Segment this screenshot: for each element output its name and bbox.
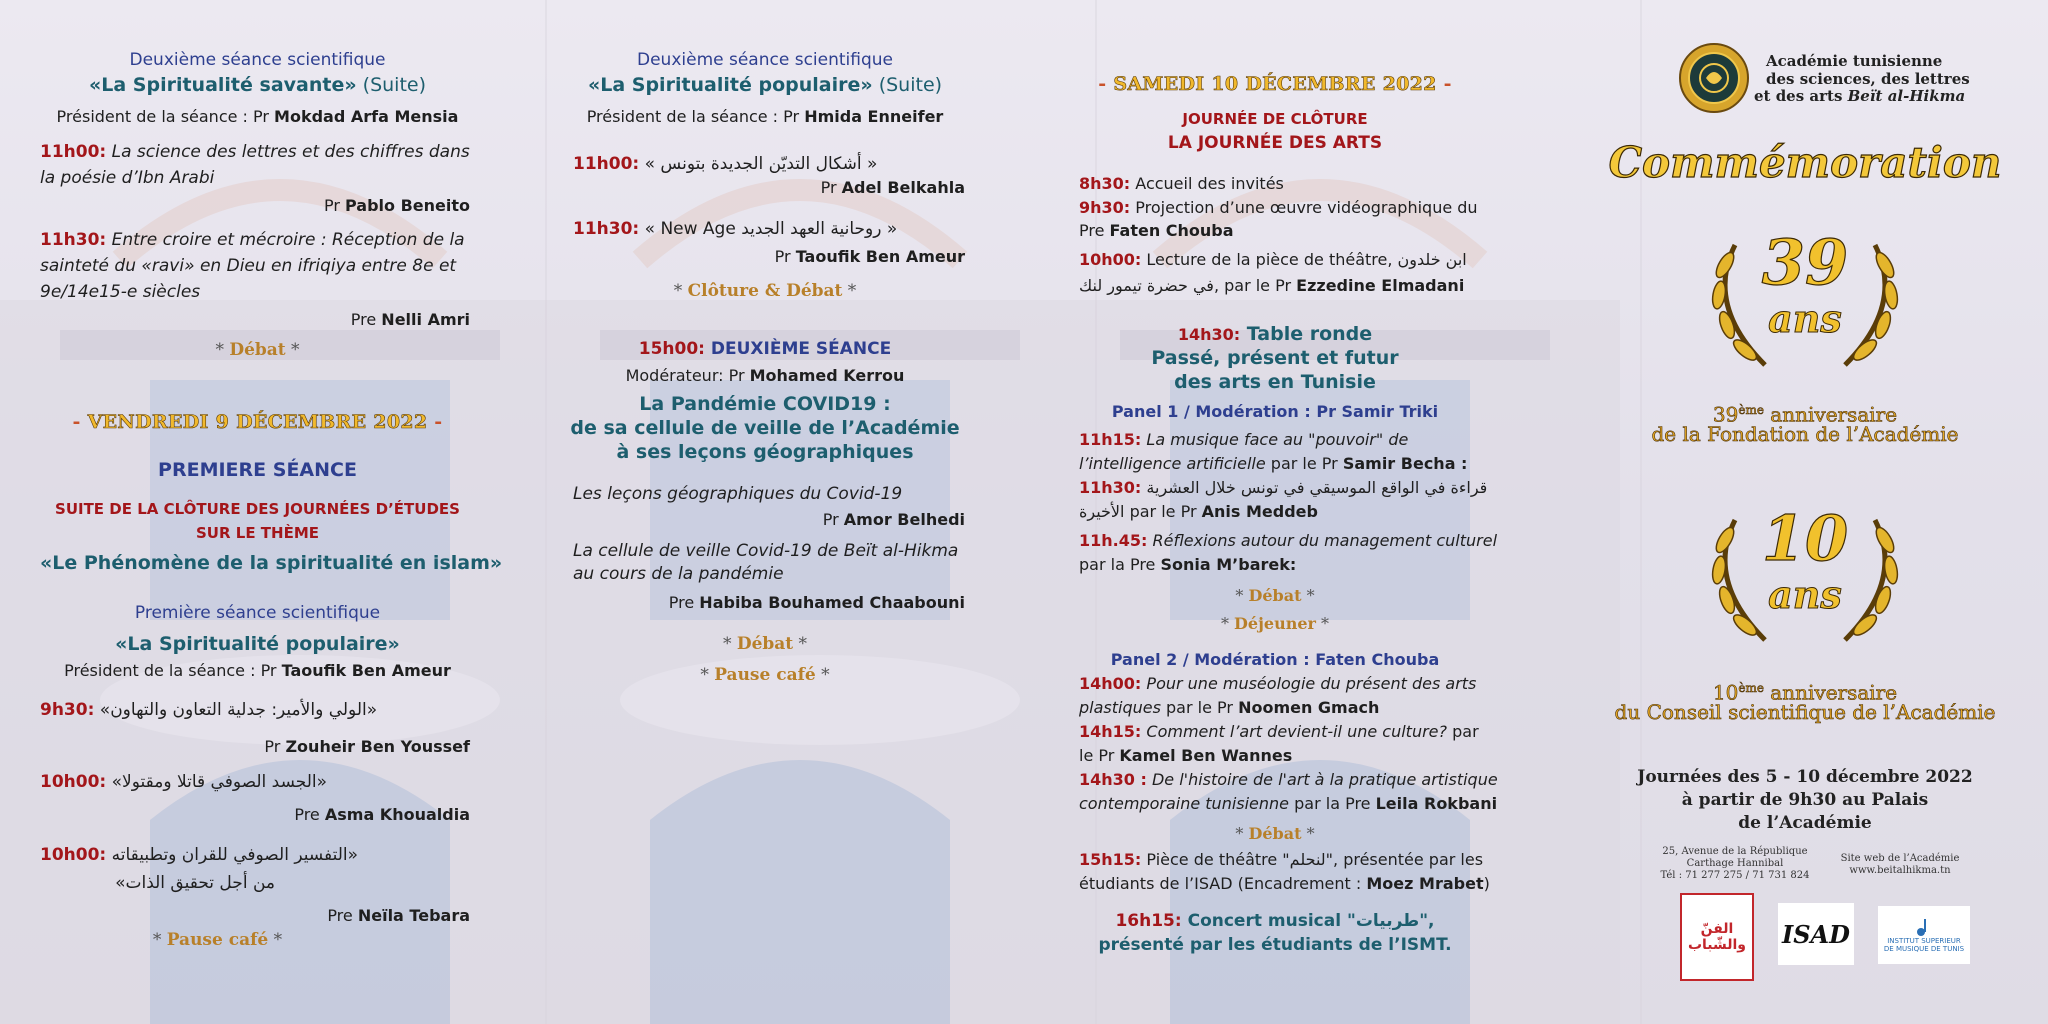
item-time: 14h30 : xyxy=(1079,770,1147,789)
speaker-name: Pablo Beneito xyxy=(344,196,470,215)
speaker-title: Pre xyxy=(350,310,382,329)
logo-text: DE MUSIQUE DE TUNIS xyxy=(1883,945,1965,953)
speaker-name: Samir Becha : xyxy=(1342,454,1468,473)
speaker-name: Sonia M’barek: xyxy=(1160,555,1297,574)
program-item xyxy=(1079,174,1284,193)
president-name: Mokdad Arfa Mensia xyxy=(274,107,459,126)
anniversary-line: du Conseil scientifique de l’Académie xyxy=(1614,700,1996,724)
item-text: Accueil des invités xyxy=(1130,174,1284,193)
debat-line: * Débat * xyxy=(1235,586,1315,605)
program-item xyxy=(1079,531,1497,550)
day-banner: - SAMEDI 10 DÉCEMBRE 2022 - xyxy=(1098,73,1452,95)
pause-line: * Pause café * xyxy=(152,930,283,950)
closing-heading: JOURNÉE DE CLÔTURE xyxy=(1182,110,1368,128)
address-line: 25, Avenue de la République xyxy=(1662,846,1808,857)
round-table-title: Passé, présent et futur xyxy=(1151,347,1399,369)
debat-label: Débat xyxy=(1248,586,1302,605)
speaker xyxy=(565,178,965,197)
years-label: ans xyxy=(1768,296,1842,341)
president-label: Président de la séance : Pr xyxy=(56,107,275,126)
president-name: Hmida Enneifer xyxy=(804,107,944,126)
years-label: ans xyxy=(1768,572,1842,617)
talk-text-arabic-cont: من أجل تحقيق الذات» xyxy=(115,873,275,893)
logo-text: الفنّ والشّباب xyxy=(1687,921,1747,953)
talk-text: La science des lettres et des chiffres dans xyxy=(106,142,470,162)
partner-logo-isad xyxy=(1778,903,1854,965)
talk-text: Entre croire et mécroire : Réception de la xyxy=(106,230,465,250)
concert-line xyxy=(1075,911,1475,931)
speaker xyxy=(40,310,470,329)
program-item-speaker xyxy=(1079,276,1464,295)
speaker-name: Adel Belkahla xyxy=(841,178,965,197)
talk-title xyxy=(573,219,897,239)
speaker-title: Pre xyxy=(294,805,325,824)
program-item-cont: contemporaine tunisienne par la Pre Leila Rokbani xyxy=(1079,794,1498,813)
speaker-name: Amor Belhedi xyxy=(843,510,965,529)
cloture-label: Clôture & Débat xyxy=(687,281,843,301)
session-heading: Deuxième séance scientifique xyxy=(637,50,893,70)
moderator xyxy=(565,366,965,385)
talk-title-cont: sainteté du «ravi» en Dieu en ifriqiya entre 8e et xyxy=(40,256,457,276)
talk-title xyxy=(40,230,465,250)
session-title: «La Spiritualité populaire» xyxy=(115,633,400,655)
lecture-title: La cellule de veille Covid-19 de Beït al-Hikma xyxy=(573,541,959,561)
program-item xyxy=(1079,430,1408,449)
speaker-name: Noomen Gmach xyxy=(1238,698,1380,717)
debat-label: Débat xyxy=(1248,824,1302,843)
program-item xyxy=(1079,198,1478,217)
cloture-line: * Clôture & Débat * xyxy=(673,281,857,301)
session-title-line xyxy=(565,74,965,96)
covid-title: La Pandémie COVID19 : xyxy=(639,393,891,415)
item-time: 15h15: xyxy=(1079,850,1142,869)
concert-subtitle: présenté par les étudiants de l’ISMT. xyxy=(1098,935,1452,955)
partner-logo-arts-youth xyxy=(1680,893,1754,981)
address-block xyxy=(1655,846,1815,882)
program-item xyxy=(1079,850,1483,869)
speaker-title: Pr xyxy=(820,178,842,197)
item-time: 14h15: xyxy=(1079,722,1142,741)
item-text-arabic: قراءة في الواقع الموسيقي في تونس خلال العشرية xyxy=(1146,478,1488,497)
talk-title xyxy=(40,772,327,792)
talk-time: 11h00: xyxy=(573,154,640,174)
talk-title xyxy=(573,154,877,174)
speaker-title: Pr xyxy=(323,196,345,215)
phone-line: Tél : 71 277 275 / 71 731 824 xyxy=(1660,870,1810,881)
talk-time: 10h00: xyxy=(40,772,107,792)
years-number: 39 xyxy=(1761,226,1849,299)
session-title: DEUXIÈME SÉANCE xyxy=(704,339,892,359)
talk-time: 11h30: xyxy=(40,230,107,250)
covid-title: de sa cellule de veille de l’Académie xyxy=(570,417,960,439)
round-table-title: des arts en Tunisie xyxy=(1174,371,1376,393)
round-table-title: Table ronde xyxy=(1240,323,1373,345)
session-heading: Deuxième séance scientifique xyxy=(129,50,386,70)
covid-title: à ses leçons géographiques xyxy=(616,441,914,463)
item-time: 9h30: xyxy=(1079,198,1131,217)
pause-line: * Pause café * xyxy=(700,665,830,685)
program-item: 14h15: Comment l’art devient-il une culture? par xyxy=(1079,722,1479,741)
speaker-title: Pre xyxy=(327,906,358,925)
item-text: Projection d’une œuvre vidéographique du xyxy=(1130,198,1478,217)
speaker-name: Habiba Bouhamed Chaabouni xyxy=(699,593,965,612)
column-2 xyxy=(565,0,965,1024)
talk-text-arabic: «التفسير الصوفي للقران وتطبيقاته xyxy=(111,845,359,865)
speaker-name: Nelli Amri xyxy=(381,310,470,329)
day-banner-text: VENDREDI 9 DÉCEMBRE 2022 xyxy=(87,411,428,433)
partner-logo-ismt xyxy=(1878,906,1970,964)
speaker xyxy=(40,196,470,215)
concert-title: Concert musical "طربيات", xyxy=(1181,911,1435,931)
speaker xyxy=(565,593,965,612)
speaker-name: Leila Rokbani xyxy=(1375,794,1498,813)
anniversary-line: de la Fondation de l’Académie xyxy=(1651,422,1959,446)
academy-name-line: Académie tunisienne xyxy=(1766,52,1943,70)
dates-line: Journées des 5 - 10 décembre 2022 xyxy=(1637,767,1973,787)
debat-line: * Débat * xyxy=(215,340,300,360)
item-time: 10h00: xyxy=(1079,250,1142,269)
program-item xyxy=(1079,770,1498,789)
speaker-title: Pr xyxy=(774,247,796,266)
program-item-cont: l’intelligence artificielle par le Pr Samir Becha : xyxy=(1079,454,1468,473)
item-text: Pièce de théâtre "لنحلم", présentée par les xyxy=(1141,850,1484,869)
column-4 xyxy=(1600,0,2048,1024)
panel-heading: Panel 2 / Modération : Faten Chouba xyxy=(1110,650,1440,669)
anniversary-line: 10ème anniversaire xyxy=(1712,680,1898,705)
session-president xyxy=(565,107,965,126)
anniversary-line: 39ème anniversaire xyxy=(1712,402,1898,427)
talk-text-arabic: «الجسد الصوفي قاتلا ومقتولا» xyxy=(111,772,328,792)
talk-time: 11h30: xyxy=(573,219,640,239)
program-item-cont: الأخيرة par le Pr Anis Meddeb xyxy=(1079,502,1318,521)
dates-line: à partir de 9h30 au Palais xyxy=(1681,790,1929,810)
years-number: 10 xyxy=(1761,502,1849,575)
website-block xyxy=(1825,853,1975,877)
program-item-cont: étudiants de l’ISAD (Encadrement : Moez Mrabet) xyxy=(1079,874,1490,893)
program-item-cont: plastiques par le Pr Noomen Gmach xyxy=(1079,698,1380,717)
music-note-icon xyxy=(1914,917,1934,937)
session-suite: (Suite) xyxy=(872,74,943,96)
president-name: Taoufik Ben Ameur xyxy=(281,661,451,680)
president-label: Président de la séance : Pr xyxy=(64,661,282,680)
speaker-name: Taoufik Ben Ameur xyxy=(795,247,965,266)
president-label: Président de la séance : Pr xyxy=(586,107,805,126)
item-text: Pour une muséologie du présent des arts xyxy=(1141,674,1477,693)
day-banner: - VENDREDI 9 DÉCEMBRE 2022 - xyxy=(72,411,443,433)
item-time: 11h15: xyxy=(1079,430,1142,449)
speaker-name: Kamel Ben Wannes xyxy=(1119,746,1293,765)
moderator-name: Mohamed Kerrou xyxy=(749,366,905,385)
talk-title-cont: 9e/14e15-e siècles xyxy=(40,282,201,302)
academy-name-line: des sciences, des lettres xyxy=(1766,70,1970,88)
session-suite: (Suite) xyxy=(356,74,427,96)
session-president xyxy=(40,107,475,126)
lecture-title-cont: au cours de la pandémie xyxy=(573,564,784,584)
column-3 xyxy=(1075,0,1498,1024)
panel-heading: Panel 1 / Modération : Pr Samir Triki xyxy=(1111,402,1439,421)
speaker xyxy=(40,906,470,925)
speaker-name: Zouheir Ben Youssef xyxy=(285,737,470,756)
logo-text: ISAD xyxy=(1782,919,1850,949)
speaker-name: Anis Meddeb xyxy=(1201,502,1318,521)
item-time: 14h00: xyxy=(1079,674,1142,693)
first-session-title: PREMIERE SÉANCE xyxy=(158,459,357,481)
session-title: «La Spiritualité populaire» xyxy=(587,74,873,96)
suite-line: SUITE DE LA CLÔTURE DES JOURNÉES D’ÉTUDES xyxy=(55,500,460,518)
speaker-title: Pr xyxy=(822,510,844,529)
talk-time: 10h00: xyxy=(40,845,107,865)
round-table-time: 14h30: xyxy=(1177,325,1241,344)
commemoration-title: Commémoration xyxy=(1608,138,2002,187)
theme-title: «Le Phénomène de la spiritualité en islam» xyxy=(40,552,503,574)
speaker-title: Pre xyxy=(668,593,700,612)
round-table xyxy=(1075,323,1475,345)
item-text: Réflexions autour du management culturel xyxy=(1147,531,1498,550)
day-banner-text: SAMEDI 10 DÉCEMBRE 2022 xyxy=(1113,73,1437,95)
talk-title xyxy=(40,142,470,162)
speaker-title: Pre xyxy=(1079,221,1110,240)
second-session xyxy=(565,339,965,359)
item-text: l’intelligence artificielle xyxy=(1079,454,1266,473)
item-text-arabic: الأخيرة xyxy=(1079,502,1125,521)
website-url[interactable]: www.beitalhikma.tn xyxy=(1849,865,1951,876)
pause-label: Pause café xyxy=(714,665,816,685)
session-title: «La Spiritualité savante» xyxy=(88,74,357,96)
item-text: Comment l’art devient-il une culture? xyxy=(1141,722,1448,741)
item-text: La musique face au "pouvoir" de xyxy=(1141,430,1409,449)
speaker-title: Pr xyxy=(264,737,286,756)
speaker-name: Moez Mrabet xyxy=(1366,874,1484,893)
item-time: 8h30: xyxy=(1079,174,1131,193)
program-item-cont: par la Pre Sonia M’barek: xyxy=(1079,555,1297,574)
speaker-name: Ezzedine Elmadani xyxy=(1296,276,1465,295)
talk-time: 11h00: xyxy=(40,142,107,162)
talk-time: 9h30: xyxy=(40,700,95,720)
session-time: 15h00: xyxy=(638,339,705,359)
suite-line: SUR LE THÈME xyxy=(196,524,319,542)
debat-line: * Débat * xyxy=(722,634,808,654)
dates-line: de l’Académie xyxy=(1738,813,1872,833)
program-item xyxy=(1079,674,1476,693)
concert-time: 16h15: xyxy=(1115,911,1182,931)
talk-title xyxy=(40,845,358,865)
column-1 xyxy=(40,0,503,1024)
debat-line: * Débat * xyxy=(1235,824,1315,843)
debat-label: Débat xyxy=(736,634,794,654)
talk-text-arabic: «الولي والأمير: جدلية التعاون والتهاون» xyxy=(99,700,378,720)
item-time: 11h30: xyxy=(1079,478,1142,497)
academy-emblem-icon xyxy=(1678,42,1750,114)
speaker xyxy=(40,737,470,756)
logo-text: INSTITUT SUPERIEUR xyxy=(1887,937,1961,945)
address-line: Carthage Hannibal xyxy=(1686,858,1784,869)
debat-label: Débat xyxy=(229,340,286,360)
lunch-label: Déjeuner xyxy=(1234,614,1316,633)
speaker-name: Neïla Tebara xyxy=(357,906,470,925)
program-item-cont: le Pr Kamel Ben Wannes xyxy=(1079,746,1293,765)
speaker-name: Faten Chouba xyxy=(1109,221,1234,240)
item-time: 11h.45: xyxy=(1079,531,1148,550)
closing-heading: LA JOURNÉE DES ARTS xyxy=(1167,133,1383,153)
moderator-label: Modérateur: Pr xyxy=(625,366,750,385)
program-item-speaker xyxy=(1079,221,1234,240)
item-text: De l'histoire de l'art à la pratique artistique xyxy=(1146,770,1498,789)
talk-title xyxy=(40,700,377,720)
pause-label: Pause café xyxy=(166,930,269,950)
item-text: Lecture de la pièce de théâtre, ابن خلدون xyxy=(1141,250,1467,269)
talk-text-arabic: « روحانية العهد الجديد New Age » xyxy=(644,219,898,239)
talk-title-cont: la poésie d’Ibn Arabi xyxy=(40,168,215,188)
lecture-title: Les leçons géographiques du Covid-19 xyxy=(573,484,903,504)
website-label: Site web de l’Académie xyxy=(1840,853,1960,864)
speaker xyxy=(565,247,965,266)
program-item xyxy=(1079,478,1487,497)
session-president xyxy=(40,661,475,680)
item-text: في حضرة تيمور لنك, par le Pr xyxy=(1079,276,1297,295)
lunch-line: * Déjeuner * xyxy=(1220,614,1330,633)
session-heading: Première séance scientifique xyxy=(134,603,381,623)
speaker xyxy=(40,805,470,824)
talk-text-arabic: « أشكال التديّن الجديدة بتونس » xyxy=(644,154,878,174)
speaker xyxy=(565,510,965,529)
academy-name-line: et des arts Beït al-Hikma xyxy=(1754,87,1966,105)
speaker-name: Asma Khoualdia xyxy=(324,805,470,824)
session-title-line xyxy=(40,74,475,96)
program-item xyxy=(1079,250,1467,269)
